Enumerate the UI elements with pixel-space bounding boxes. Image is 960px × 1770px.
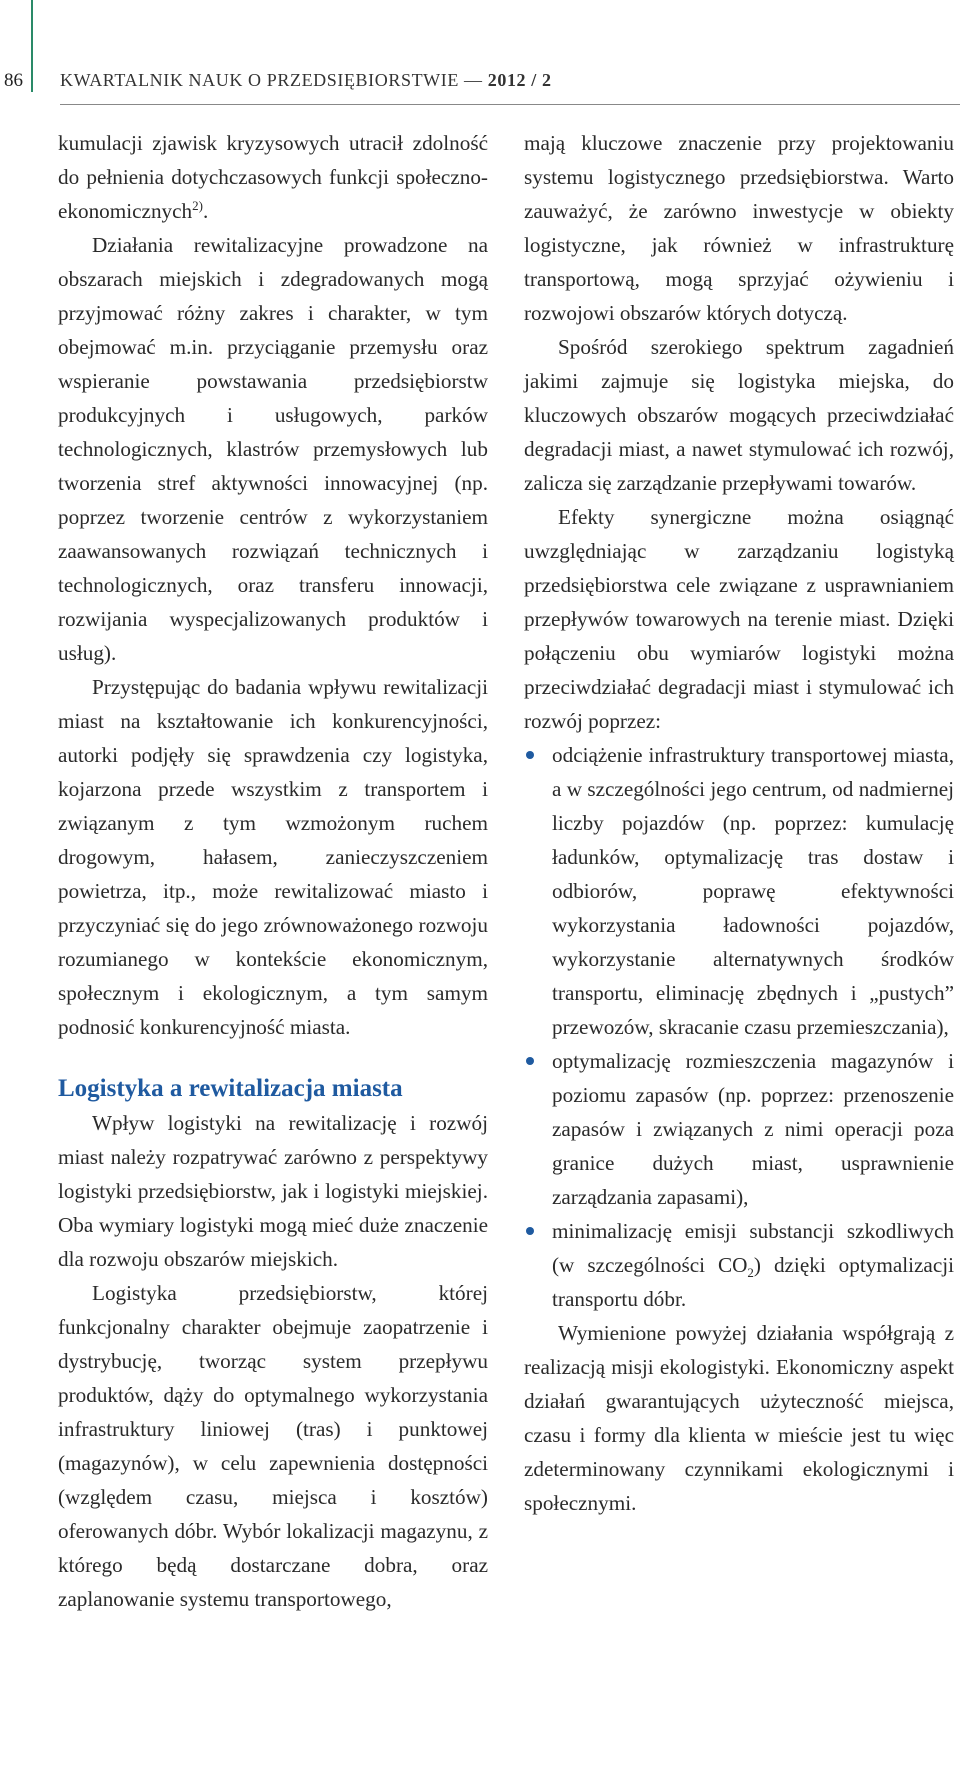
paragraph-text: . <box>202 199 209 223</box>
header-rule <box>60 104 960 105</box>
list-item-text: minimalizację emisji substancji szkodliwych (w szczególności CO <box>552 1219 954 1277</box>
paragraph: Logistyka przedsiębiorstw, której funkcjonalny charakter obejmuje zaopatrzenie i dystrybucję, tworząc system przepływu produktów, dąży do optymalnego wykorzystania infrastruktury liniowej (tras) i punktowej (magazynów), w celu zapewnienia dostępności (względem czasu, miejsca i kosztów) oferowanych dóbr. Wybór lokalizacji magazynu, z którego będą dostarczane dobra, oraz zaplanowanie systemu transportowego, <box>58 1281 488 1611</box>
journal-title: KWARTALNIK NAUK O PRZEDSIĘBIORSTWIE — <box>60 70 488 90</box>
paragraph: mają kluczowe znaczenie przy projektowaniu systemu logistycznego przedsiębiorstwa. Warto zauważyć, że zarówno inwestycje w obiekty logistyczne, jak również w infrastrukturę transportową, mogą sprzyjać ożywieniu i rozwojowi obszarów których dotyczą. <box>524 131 954 325</box>
bullet-list <box>524 738 954 1316</box>
paragraph: Spośród szerokiego spektrum zagadnień jakimi zajmuje się logistyka miejska, do kluczowych obszarów mogących przeciwdziałać degradacji miast, a nawet stymulować ich rozwój, zalicza się zarządzanie przepływami towarów. <box>524 335 954 495</box>
subscript: 2 <box>747 1265 754 1281</box>
left-column <box>58 126 488 1616</box>
paragraph: Przystępując do badania wpływu rewitalizacji miast na kształtowanie ich konkurencyjności, autorki podjęły się sprawdzenia czy logistyka, kojarzona przede wszystkim z transportem i związanym z tym wzmożonym ruchem drogowym, hałasem, zanieczyszczeniem powietrza, itp., może rewitalizować miasto i przyczyniać się do jego zrównoważonego rozwoju rozumianego w kontekście ekonomicznym, społecznym i ekologicznym, a tym samym podnosić konkurencyjność miasta. <box>58 675 488 1039</box>
page-number: 86 <box>4 70 23 91</box>
footnote-ref: 2) <box>192 197 203 213</box>
section-heading: Logistyka a rewitalizacja miasta <box>58 1075 403 1102</box>
right-column <box>524 126 954 1520</box>
list-item <box>524 1214 954 1316</box>
list-item: optymalizację rozmieszczenia magazynów i poziomu zapasów (np. poprzez: przenoszenie zapasów i związanych z nimi operacji poza granice dużych miast, usprawnienie zarządzania zapasami), <box>524 1044 954 1214</box>
paragraph: Wpływ logistyki na rewitalizację i rozwój miast należy rozpatrywać zarówno z perspektywy logistyki przedsiębiorstw, jak i logistyki miejskiej. Oba wymiary logistyki mogą mieć duże znaczenie dla rozwoju obszarów miejskich. <box>58 1111 488 1271</box>
list-item: odciążenie infrastruktury transportowej miasta, a w szczególności jego centrum, od nadmiernej liczby pojazdów (np. poprzez: kumulację ładunków, optymalizację tras dostaw i odbiorów, poprawę efektywności wykorzystania ładowności pojazdów, wykorzystanie alternatywnych środków transportu, eliminację zbędnych i „pustych” przewozów, skracanie czasu przemieszczania), <box>524 738 954 1044</box>
paragraph: Działania rewitalizacyjne prowadzone na obszarach miejskich i zdegradowanych mogą przyjmować różny zakres i charakter, w tym obejmować m.in. przyciąganie przemysłu oraz wspieranie powstawania przedsiębiorstw produkcyjnych i usługowych, parków technologicznych, klastrów przemysłowych lub tworzenia stref aktywności innowacyjnej (np. poprzez tworzenie centrów z wykorzystaniem zaawansowanych rozwiązań technicznych i technologicznych, oraz transferu innowacji, rozwijania wyspecjalizowanych produktów i usług). <box>58 233 488 665</box>
list-item-text: ) dzięki optymalizacji transportu dóbr. <box>552 1253 954 1311</box>
running-header <box>60 70 552 91</box>
margin-line <box>31 0 33 92</box>
paragraph <box>58 126 488 228</box>
issue-number: 2012 / 2 <box>487 70 552 90</box>
paragraph: Wymienione powyżej działania współgrają z realizacją misji ekologistyki. Ekonomiczny aspekt działań gwarantujących użyteczność miejsca, czasu i formy dla klienta w mieście jest tu więc zdeterminowany czynnikami ekologicznymi i społecznymi. <box>524 1321 954 1515</box>
paragraph: Efekty synergiczne można osiągnąć uwzględniając w zarządzaniu logistyką przedsiębiorstwa cele związane z usprawnianiem przepływów towarowych na terenie miast. Dzięki połączeniu obu wymiarów logistyki można przeciwdziałać degradacji miast i stymulować ich rozwój poprzez: <box>524 505 954 733</box>
paragraph-text: kumulacji zjawisk kryzysowych utracił zdolność do pełnienia dotychczasowych funkcji społeczno-ekonomicznych <box>58 131 488 223</box>
